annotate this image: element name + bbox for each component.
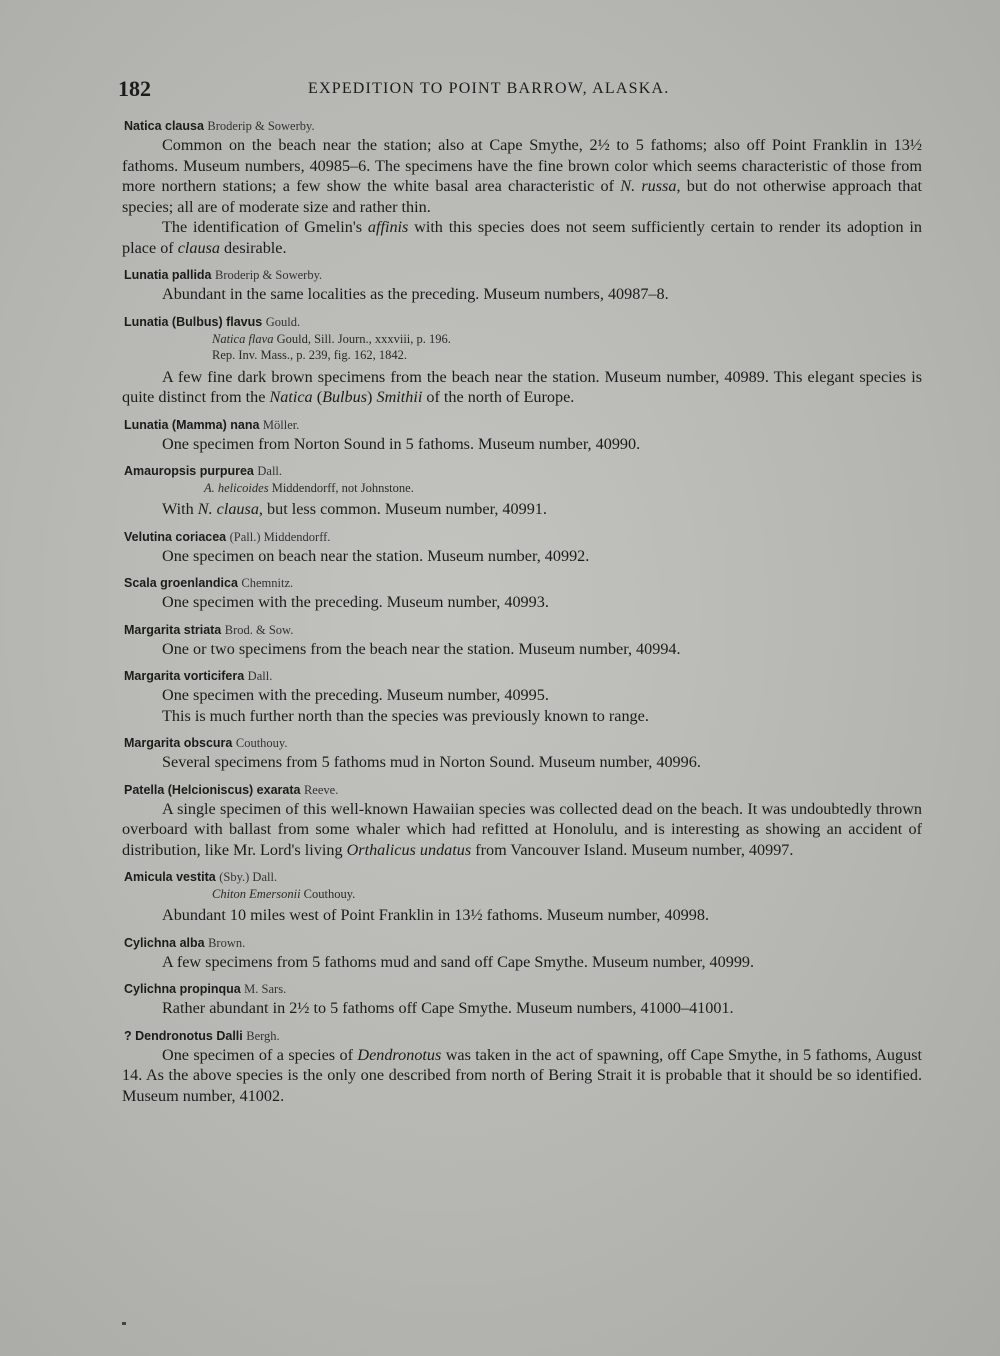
species-name: Margarita obscura Couthouy. (124, 736, 288, 750)
scan-speck (122, 1322, 126, 1325)
page-header (118, 76, 748, 106)
species-description: A few specimens from 5 fathoms mud and sand off Cape Smythe. Museum number, 40999. (162, 952, 755, 971)
species-name: Amauropsis purpurea Dall. (124, 464, 283, 478)
species-name: Lunatia (Bulbus) flavus Gould. (124, 314, 301, 329)
species-name: Margarita vorticifera Dall. (124, 669, 273, 683)
species-description: One specimen from Norton Sound in 5 fathoms. Museum number, 40990. (162, 434, 641, 453)
synonym-citation: A. helicoides Middendorff, not Johnstone. (204, 481, 414, 495)
species-description: One specimen with the preceding. Museum number, 40993. (162, 593, 549, 611)
species-description: A single specimen of this well-known Hawaiian species was collected dead on the beach. It was undoubtedly thrown overboard with ballast from some whaler which had refitted at Honolulu, and is interesting as showing an accident of distribution, like Mr. Lord's living Orthalicus undatus from Vancouver Island. Museum number, 40997. (122, 799, 922, 859)
species-description: One specimen on beach near the station. Museum number, 40992. (162, 546, 590, 565)
synonym-citation: Rep. Inv. Mass., p. 239, fig. 162, 1842. (212, 347, 408, 362)
species-entry (122, 668, 922, 726)
species-description: One specimen with the preceding. Museum number, 40995. (162, 686, 549, 704)
species-name: Margarita striata Brod. & Sow. (124, 622, 294, 637)
species-name: Lunatia (Mamma) nana Möller. (124, 417, 300, 432)
species-entry (122, 935, 922, 973)
species-name: Patella (Helcioniscus) exarata Reeve. (124, 782, 339, 797)
species-description: One or two specimens from the beach near the station. Museum number, 40994. (162, 639, 681, 658)
species-entry (122, 118, 922, 258)
species-description: The identification of Gmelin's affinis with this species does not seem sufficiently certain to render its adoption in place of clausa desirable. (122, 218, 922, 257)
species-description: One specimen of a species of Dendronotus was taken in the act of spawning, off Cape Smythe, in 5 fathoms, August 14. As the above species is the only one described from north of Bering Strait it is probable that it should be so identified. Museum number, 41002. (122, 1045, 922, 1105)
species-name: Cylichna propinqua M. Sars. (124, 982, 287, 996)
species-name: Lunatia pallida Broderip & Sowerby. (124, 268, 323, 282)
species-entry (122, 1028, 922, 1107)
species-description: Rather abundant in 2½ to 5 fathoms off Cape Smythe. Museum numbers, 41000–41001. (162, 999, 734, 1017)
species-entry (122, 869, 922, 926)
species-description: Common on the beach near the station; also at Cape Smythe, 2½ to 5 fathoms; also off Point Franklin in 13½ fathoms. Museum numbers, 40985–6. The specimens have the fine brown color which seems characteristic of those from more northern stations; a few show the white basal area characteristic of N. russa, but do not otherwise approach that species; all are of moderate size and rather thin. (122, 136, 922, 216)
species-entry (122, 314, 922, 408)
synonym-citation: Natica flava Gould, Sill. Journ., xxxviii, p. 196. (212, 331, 451, 346)
species-description: A few fine dark brown specimens from the beach near the station. Museum number, 40989. This elegant species is quite distinct from the Natica (Bulbus) Smithii of the north of Europe. (122, 367, 922, 406)
species-description: Abundant 10 miles west of Point Franklin in 13½ fathoms. Museum number, 40998. (162, 906, 709, 924)
species-entry (122, 417, 922, 455)
species-name: Cylichna alba Brown. (124, 935, 246, 950)
species-description: Several specimens from 5 fathoms mud in Norton Sound. Museum number, 40996. (162, 753, 701, 771)
species-entry (122, 981, 922, 1019)
species-name: Amicula vestita (Sby.) Dall. (124, 870, 278, 884)
running-title: EXPEDITION TO POINT BARROW, ALASKA. (308, 80, 670, 97)
species-name: Natica clausa Broderip & Sowerby. (124, 119, 315, 133)
species-description: Abundant in the same localities as the preceding. Museum numbers, 40987–8. (162, 285, 669, 303)
synonym-citation: Chiton Emersonii Couthouy. (212, 887, 356, 901)
species-description: This is much further north than the species was previously known to range. (162, 706, 649, 725)
species-name: Velutina coriacea (Pall.) Middendorff. (124, 529, 331, 544)
species-entry (122, 575, 922, 613)
species-entry (122, 735, 922, 773)
page-body (122, 118, 922, 1115)
species-entry (122, 267, 922, 305)
species-entry (122, 529, 922, 567)
species-entry (122, 463, 922, 520)
species-name: Scala groenlandica Chemnitz. (124, 576, 294, 590)
species-description: With N. clausa, but less common. Museum number, 40991. (162, 500, 547, 518)
species-entry (122, 782, 922, 861)
species-entry (122, 622, 922, 660)
species-name: ? Dendronotus Dalli Bergh. (124, 1028, 280, 1043)
page-number: 182 (118, 76, 151, 101)
